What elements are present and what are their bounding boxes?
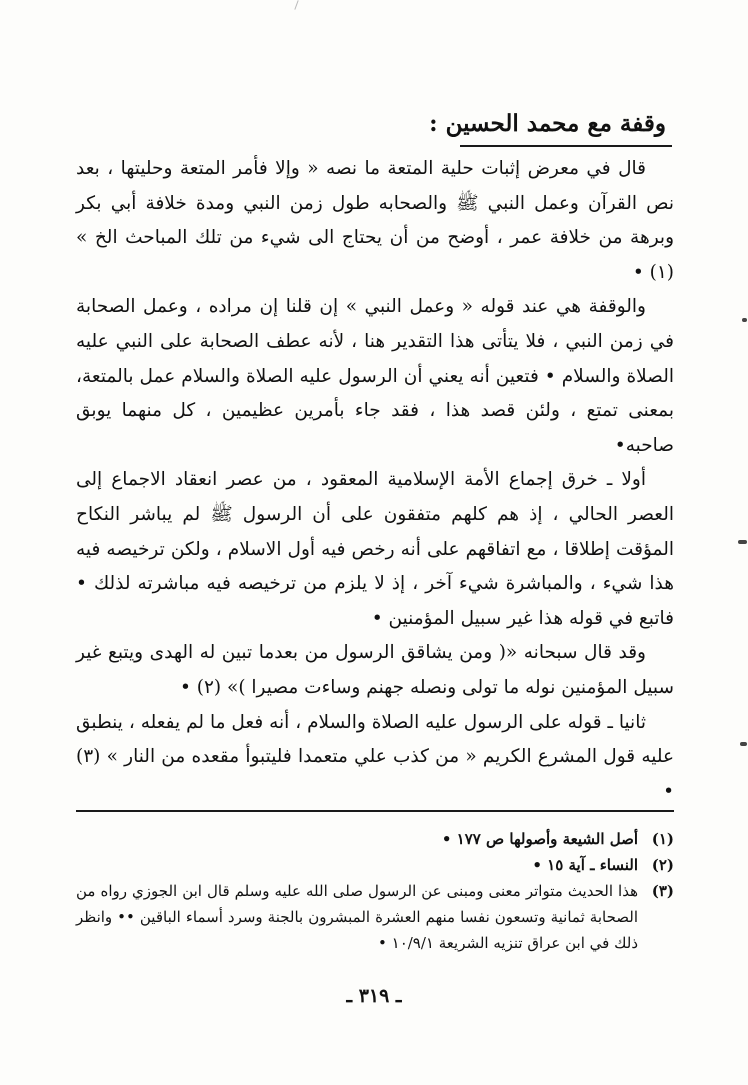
main-text [76,152,674,809]
paragraph-1: قال في معرض إثبات حلية المتعة ما نصه « وإلا فأمر المتعة وحليتها ، بعد نص القرآن وعمل النبي ﷺ والصحابه طول زمن النبي ومدة خلافة أبي بكر وبرهة من خلافة عمر ، أوضح من أن يحتاج الى شيء من تلك المباحث الخ » (١) • [76,158,674,283]
page-number: ـ ٣١٩ ـ [346,985,402,1007]
footnote-divider [76,810,674,812]
footnote-3 [76,878,674,956]
paragraph-3: أولا ـ خرق إجماع الأمة الإسلامية المعقود ، من عصر انعقاد الاجماع إلى العصر الحالي ، إذ هم كلهم متفقون على أن الرسول ﷺ لم يباشر النكاح المؤقت إطلاقا ، مع اتفاقهم على أنه رخص فيه أول الاسلام ، ولكن ترخيصه فيه هذا شيء ، والمباشرة شيء آخر ، إذ لا يلزم من ترخيصه فيه مباشرته لذلك • فاتبع في قوله هذا غير سبيل المؤمنين • [76,469,674,629]
footnote-number: (١) [651,830,674,848]
scan-artifact [294,0,298,10]
scan-artifact [740,742,747,746]
paragraph-2: والوقفة هي عند قوله « وعمل النبي » إن قلنا إن مراده ، وعمل الصحابة في زمن النبي ، فلا يتأتى هذا التقدير هنا ، لأنه عطف الصحابة على النبي عليه الصلاة والسلام • فتعين أنه يعني أن الرسول عليه الصلاة والسلام عمل بالمتعة، بمعنى تمتع ، ولئن قصد هذا ، فقد جاء بأمرين عظيمين ، كل منهما يوبق صاحبه• [76,296,674,456]
paragraph-4: وقد قال سبحانه «( ومن يشاقق الرسول من بعدما تبين له الهدى ويتبع غير سبيل المؤمنين نوله ما تولى ونصله جهنم وساءت مصيرا )» (٢) • [76,642,674,698]
scan-artifact [738,540,747,544]
footnote-text: النساء ـ آية ١٥ • [532,856,638,874]
paragraph-5: ثانيا ـ قوله على الرسول عليه الصلاة والسلام ، أنه فعل ما لم يفعله ، ينطبق عليه قول المشرع الكريم « من كذب علي متعمدا فليتبوأ مقعده من النار » (٣) • [76,711,674,802]
footnote-text: أصل الشيعة وأصولها ص ١٧٧ • [441,830,638,848]
footnote-2 [76,852,674,878]
footnote-1 [76,826,674,852]
scan-artifact [742,318,747,322]
footnote-text: هذا الحديث متواتر معنى ومبنى عن الرسول صلى الله عليه وسلم قال ابن الجوزي رواه من الصحابة ثمانية وتسعون نفسا منهم العشرة المبشرون بالجنة وسرد أسماء الباقين •• وانظر ذلك في ابن عراق تنزيه الشريعة ١٠/٩/١ • [76,882,639,952]
footnotes [76,826,674,956]
section-heading: وقفة مع محمد الحسين : [429,110,666,137]
heading-underline [460,145,672,147]
footnote-number: (٣) [651,882,674,900]
footnote-number: (٢) [651,856,674,874]
